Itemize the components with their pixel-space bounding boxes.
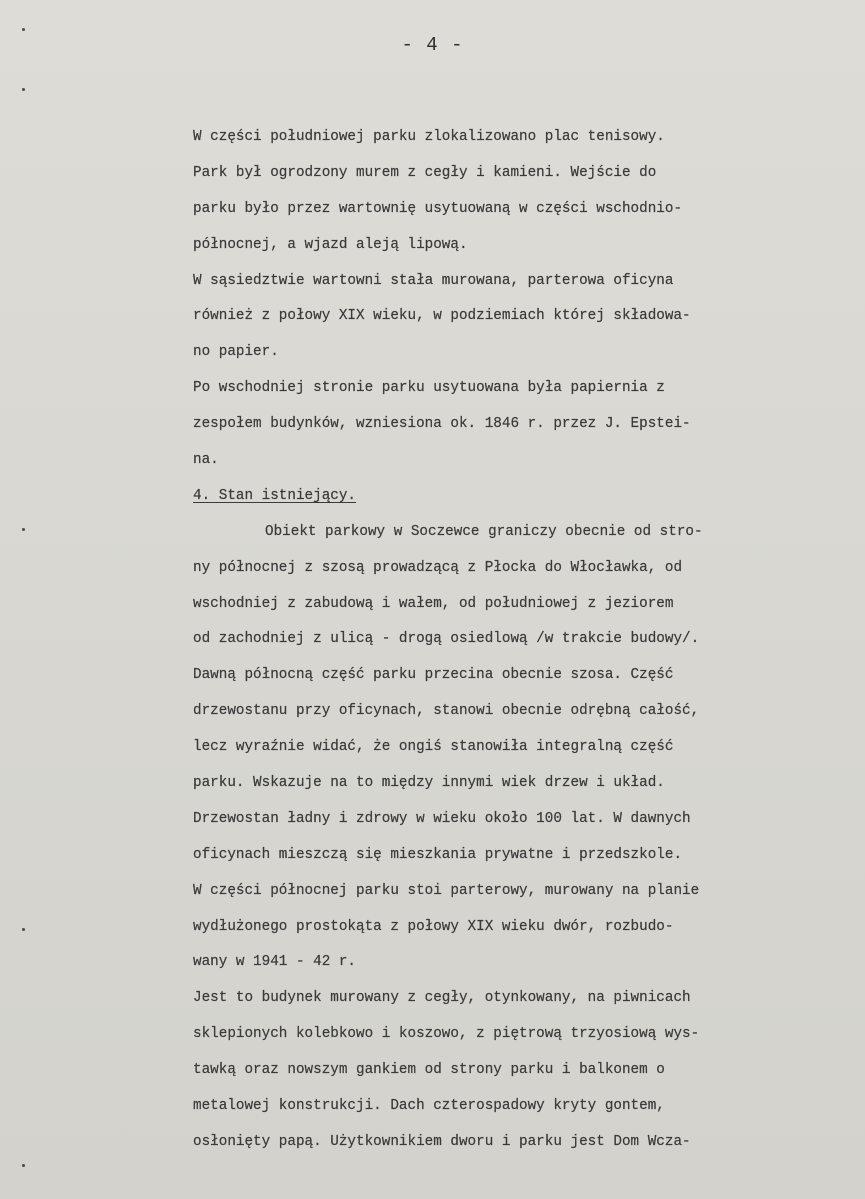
text-line: od zachodniej z ulicą - drogą osiedlową /w trakcie budowy/.: [193, 631, 700, 648]
text-line: Po wschodniej stronie parku usytuowana była papiernia z: [193, 380, 665, 397]
text-line: no papier.: [193, 344, 279, 361]
page-number: - 4 -: [401, 34, 464, 56]
text-line: tawką oraz nowszym gankiem od strony parku i balkonem o: [193, 1062, 665, 1079]
text-line: na.: [193, 452, 219, 469]
margin-speck: [22, 928, 25, 931]
text-line: osłonięty papą. Użytkownikiem dworu i parku jest Dom Wcza-: [193, 1133, 691, 1150]
section-heading: 4. Stan istniejący.: [193, 487, 357, 504]
text-line: również z połowy XIX wieku, w podziemiach której składowa-: [193, 308, 691, 325]
text-line: metalowej konstrukcji. Dach czterospadowy kryty gontem,: [193, 1098, 665, 1115]
text-line: ny północnej z szosą prowadzącą z Płocka do Włocławka, od: [193, 559, 683, 576]
text-line: wany w 1941 - 42 r.: [193, 954, 357, 971]
text-line: parku było przez wartownię usytuowaną w części wschodnio-: [193, 200, 683, 217]
text-line: wydłużonego prostokąta z połowy XIX wieku dwór, rozbudo-: [193, 918, 674, 935]
text-line: Dawną północną część parku przecina obecnie szosa. Część: [193, 667, 674, 684]
text-line: zespołem budynków, wzniesiona ok. 1846 r. przez J. Epstei-: [193, 416, 691, 433]
text-line: drzewostanu przy oficynach, stanowi obecnie odrębną całość,: [193, 703, 700, 720]
text-line: W części północnej parku stoi parterowy, murowany na planie: [193, 882, 700, 899]
margin-speck: [22, 528, 25, 531]
text-line: parku. Wskazuje na to między innymi wiek drzew i układ.: [193, 775, 665, 792]
margin-speck: [22, 88, 25, 91]
text-line: sklepionych kolebkowo i koszowo, z piętrową trzyosiową wys-: [193, 1026, 700, 1043]
margin-speck: [22, 1164, 25, 1167]
text-line: północnej, a wjazd aleją lipową.: [193, 236, 468, 253]
text-line: Drzewostan ładny i zdrowy w wieku około 100 lat. W dawnych: [193, 810, 691, 827]
margin-speck: [22, 28, 25, 31]
text-line: oficynach mieszczą się mieszkania prywatne i przedszkole.: [193, 846, 683, 863]
text-line: wschodniej z zabudową i wałem, od południowej z jeziorem: [193, 595, 674, 612]
text-line: Obiekt parkowy w Soczewce graniczy obecnie od stro-: [265, 523, 703, 540]
text-line: lecz wyraźnie widać, że ongiś stanowiła integralną część: [193, 739, 674, 756]
text-line: Jest to budynek murowany z cegły, otynkowany, na piwnicach: [193, 990, 691, 1007]
text-line: Park był ogrodzony murem z cegły i kamieni. Wejście do: [193, 164, 657, 181]
text-line: W sąsiedztwie wartowni stała murowana, parterowa oficyna: [193, 272, 674, 289]
text-line: W części południowej parku zlokalizowano plac tenisowy.: [193, 129, 665, 145]
typewritten-text: [193, 120, 833, 1161]
